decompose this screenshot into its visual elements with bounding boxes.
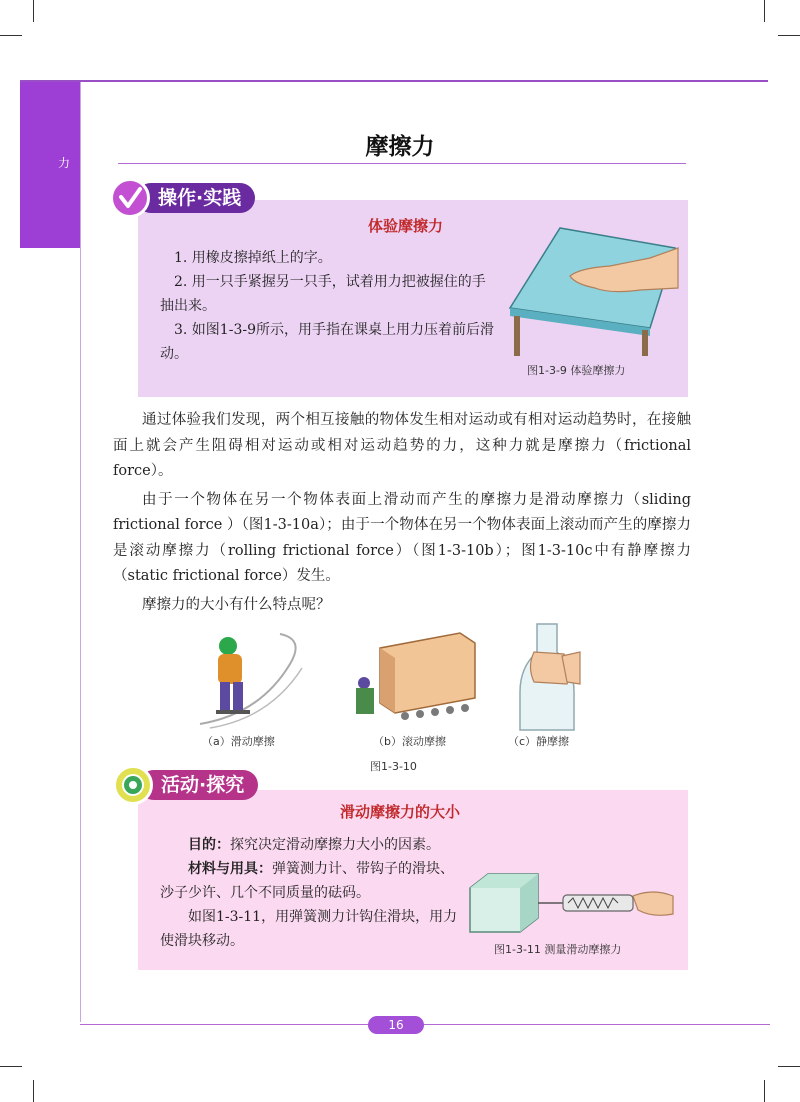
purpose-text: 探究决定滑动摩擦力大小的因素。 [230, 837, 440, 853]
practice-steps [160, 246, 495, 366]
body-text [113, 408, 691, 618]
crop-mark [33, 1080, 34, 1102]
crop-mark [764, 0, 765, 22]
crop-mark [764, 1080, 765, 1102]
purpose-label: 目的： [188, 837, 230, 853]
magnifier-icon [113, 765, 153, 805]
body-paragraph: 由于一个物体在另一个物体表面上滑动而产生的摩擦力是滑动摩擦力（sliding frictional force ）（图1-3-10a）；由于一个物体在另一个物体表面上滚动而产生的摩擦力是滚动摩擦力（rolling frictional force）（图1-3-10b）；图1-3-10c中有静摩擦力（static frictional force）发生。 [113, 491, 691, 584]
left-margin-rule [80, 82, 81, 1022]
step-item: 1. 用橡皮擦掉纸上的字。 [174, 250, 332, 266]
materials-label: 材料与用具： [188, 861, 272, 877]
figure-1-3-10-caption: 图1-3-10 [370, 760, 417, 773]
crop-mark [0, 35, 22, 36]
crop-mark [33, 0, 34, 22]
body-paragraph: 摩擦力的大小有什么特点呢？ [142, 596, 331, 613]
rolling-friction-illustration [350, 628, 480, 728]
figure-sub-caption: （c）静摩擦 [508, 735, 570, 748]
chapter-side-tab [20, 82, 80, 248]
materials-line [160, 857, 460, 905]
static-friction-illustration [512, 622, 582, 732]
practice-subtitle: 体验摩擦力 [368, 217, 444, 235]
top-rule [20, 80, 768, 82]
figure-1-3-11-caption: 图1-3-11 测量滑动摩擦力 [494, 943, 622, 956]
checkmark-icon [110, 178, 150, 218]
page-title: 摩擦力 [365, 134, 435, 160]
purpose-line [160, 833, 460, 857]
step-item: 2. 用一只手紧握另一只手，试着用力把被握住的手抽出来。 [160, 274, 486, 314]
side-tab-label: 力 [58, 156, 71, 170]
footer-rule [80, 1024, 770, 1025]
practice-badge-label: 操作·实践 [136, 183, 255, 213]
crop-mark [778, 1066, 800, 1067]
title-underline [118, 163, 686, 164]
page-number: 16 [368, 1016, 424, 1034]
figure-sub-caption: （a）滑动摩擦 [202, 735, 275, 748]
inquiry-text [160, 833, 460, 953]
spring-scale-illustration [468, 866, 678, 936]
sliding-friction-illustration [190, 624, 320, 734]
step-item: 3. 如图1-3-9所示，用手指在课桌上用力压着前后滑动。 [160, 322, 494, 362]
finger-on-desk-illustration [500, 218, 680, 358]
instruction-line: 如图1-3-11，用弹簧测力计钩住滑块，用力使滑块移动。 [160, 909, 458, 949]
inquiry-subtitle: 滑动摩擦力的大小 [340, 803, 461, 821]
materials-text: 弹簧测力计、带钩子的滑块、沙子少许、几个不同质量的砝码。 [160, 861, 454, 901]
inquiry-badge-label: 活动·探究 [139, 770, 258, 800]
crop-mark [778, 35, 800, 36]
crop-mark [0, 1066, 22, 1067]
figure-sub-caption: （b）滚动摩擦 [373, 735, 446, 748]
figure-1-3-9-caption: 图1-3-9 体验摩擦力 [527, 364, 626, 377]
body-paragraph: 通过体验我们发现，两个相互接触的物体发生相对运动或有相对运动趋势时，在接触面上就会产生阻碍相对运动或相对运动趋势的力，这种力就是摩擦力（frictional force）。 [113, 412, 691, 479]
